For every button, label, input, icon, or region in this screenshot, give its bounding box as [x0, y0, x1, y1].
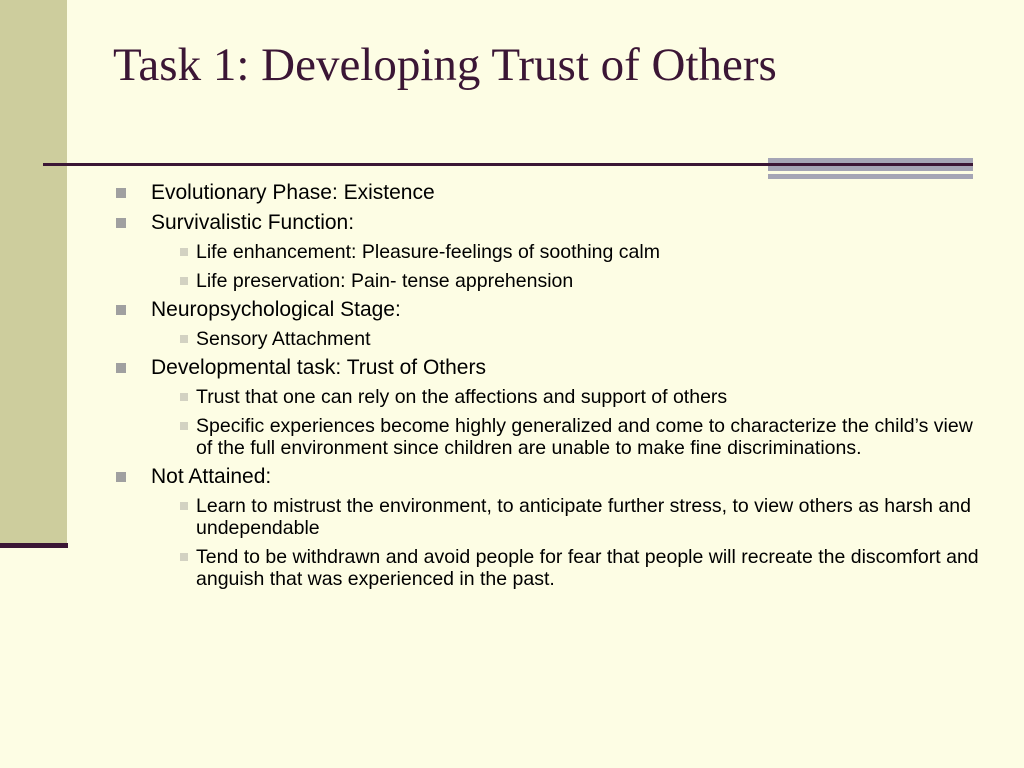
sub-bullet-item [151, 546, 993, 590]
bullet-item [113, 298, 993, 350]
square-bullet-icon [116, 188, 126, 198]
slide-title: Task 1: Developing Trust of Others [113, 39, 777, 91]
square-bullet-icon [116, 305, 126, 315]
bullet-item [113, 181, 993, 205]
square-bullet-icon [180, 422, 188, 430]
bullet-item [113, 211, 993, 292]
sub-bullet-list [151, 386, 993, 459]
sub-bullet-text: Life enhancement: Pleasure-feelings of soothing calm [196, 241, 660, 263]
sub-bullet-list [151, 495, 993, 590]
slide-body [113, 181, 993, 590]
left-band-underline [0, 543, 68, 548]
sub-bullet-text: Sensory Attachment [196, 328, 371, 350]
sub-bullet-item [151, 495, 993, 539]
sub-bullet-list [151, 241, 993, 292]
square-bullet-icon [180, 502, 188, 510]
sub-bullet-item [151, 386, 993, 408]
sub-bullet-text: Life preservation: Pain- tense apprehension [196, 270, 574, 292]
bullet-text: Evolutionary Phase: Existence [151, 181, 435, 204]
square-bullet-icon [116, 218, 126, 228]
sub-bullet-item [151, 328, 993, 350]
sub-bullet-text: Specific experiences become highly generalized and come to characterize the child’s view of the full environment since children are unable to make fine discriminations. [196, 415, 973, 459]
bullet-list [113, 181, 993, 590]
bullet-text: Not Attained: [151, 465, 272, 488]
left-decorative-band [0, 0, 67, 548]
sub-bullet-item [151, 241, 993, 263]
bullet-text: Developmental task: Trust of Others [151, 356, 486, 379]
square-bullet-icon [180, 553, 188, 561]
square-bullet-icon [180, 277, 188, 285]
square-bullet-icon [116, 472, 126, 482]
square-bullet-icon [116, 363, 126, 373]
sub-bullet-item [151, 415, 993, 459]
bullet-item [113, 465, 993, 590]
sub-bullet-text: Trust that one can rely on the affections and support of others [196, 386, 728, 408]
sub-bullet-list [151, 328, 993, 350]
sub-bullet-text: Learn to mistrust the environment, to anticipate further stress, to view others as harsh and undependable [196, 495, 971, 539]
square-bullet-icon [180, 248, 188, 256]
bullet-text: Survivalistic Function: [151, 211, 355, 234]
square-bullet-icon [180, 335, 188, 343]
title-divider-accent [768, 158, 973, 179]
bullet-item [113, 356, 993, 459]
bullet-text: Neuropsychological Stage: [151, 298, 401, 321]
sub-bullet-item [151, 270, 993, 292]
sub-bullet-text: Tend to be withdrawn and avoid people for fear that people will recreate the discomfort and anguish that was experienced in the past. [196, 546, 979, 590]
square-bullet-icon [180, 393, 188, 401]
